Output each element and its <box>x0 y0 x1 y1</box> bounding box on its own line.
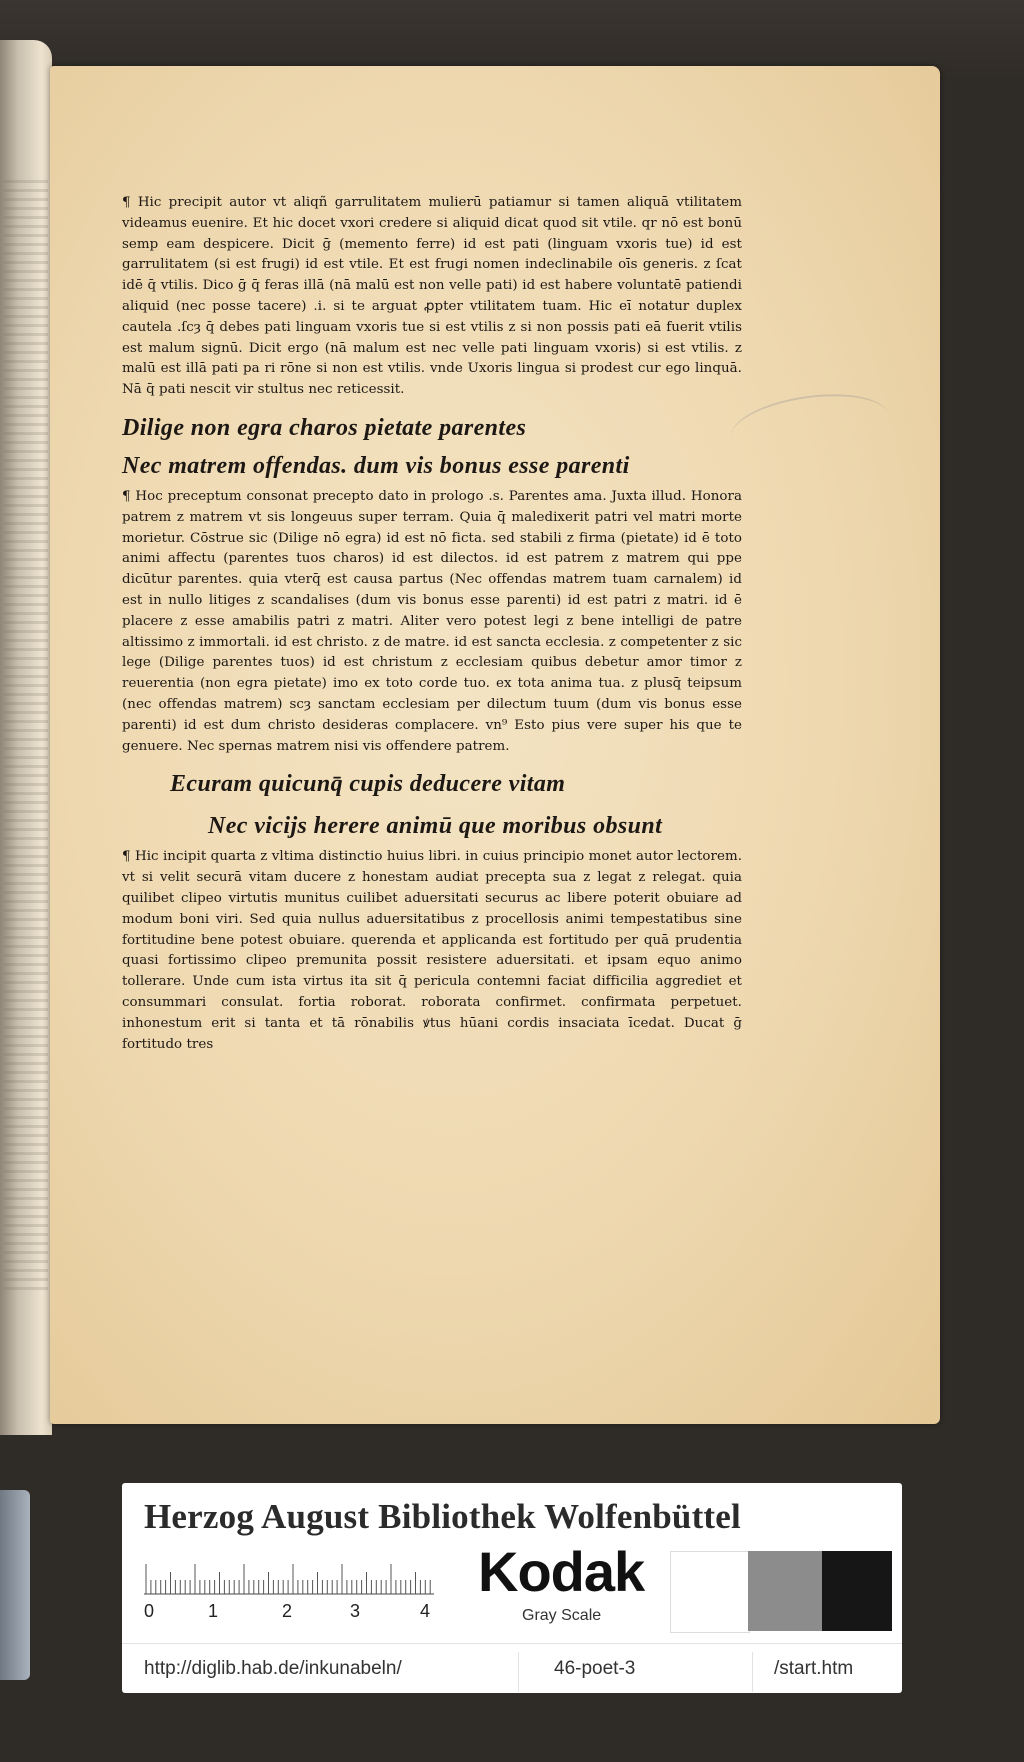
commentary-paragraph-2: ¶ Hoc preceptum consonat precepto dato in prologo .s. Parentes ama. Juxta illud. Honora patrem z matrem vt sis longeuus super terram. Quia q̄ maledixerit patri vel matri morte morietur. Cōstrue sic (Dilige nō egra) id est nō ficta. sed stabili z firma (pietate) id ē toto animi affectu (parentes tuos charos) id est dilectos. id est patrem z matrem qui ppe dicūtur parentes. quia vterq̄ est causa partus (Nec offendas matrem tuam carnalem) id est in nullo litiges z scandalises (dum vis bonus esse parenti) id est patri z matri. id ē placere z esse amabilis patri z matri. Aliter vero potest legi z bene intelligi de patre altissimo z immortali. id est christo. z de matre. id est sancta ecclesia. z competenter z sic lege (Dilige parentes tuos) id est christum z ecclesiam quibus debetur amor timor z reuerentia (non egra pietate) imo ex toto corde tuo. ex tota anima tua. z plusq̄ teipsum (nec offendas matrem) scȝ sanctam ecclesiam per dilectum tuum (dum vis bonus esse parenti) id est dum christo desideras complacere. vn⁹ Esto pius vere super his que te genuere. Nec spernas matrem nisi vis offendere patrem. <box>122 488 742 754</box>
previous-page-text-shadow <box>4 180 48 1290</box>
verse-line-1: Dilige non egra charos pietate parentes <box>122 414 527 441</box>
url-page: /start.htm <box>774 1658 854 1679</box>
ruler-number: 1 <box>208 1601 219 1621</box>
commentary-paragraph-3: ¶ Hic incipit quarta z vltima distinctio huius libri. in cuius principio monet autor lectorem. vt si velit securā vitam ducere z honestam audiat precepta sua z legat z relegat. quia quilibet clipeo virtutis munitus cuilibet aduersitati securus ac libere poterit obuiare ad modum boni viri. Sed quia nullus aduersitatibus z procellosis animi tempestatibus sine fortitudine bene potest obuiare. querenda et applicanda est fortitudo per quā prudentia quasi fortissimo clipeo premunita possit resistere aduersitati. et ipsam equo animo tollerare. Unde cum ista virtus ita sit q̄ pericula contemni faciat difficilia aggrediet et consummari consulat. fortia roborat. roborata confirmet. confirmata perpetuet. inhonestum erit si tanta et tā rōnabilis ꝟtus hūani cordis insaciata īcedat. Ducat ḡ fortitudo tres <box>122 849 742 1052</box>
ruler-number: 0 <box>144 1601 155 1621</box>
black-swatch <box>822 1551 892 1631</box>
ruler-icon <box>144 1553 434 1595</box>
url-divider <box>518 1652 519 1692</box>
white-swatch <box>670 1551 750 1633</box>
ruler-number: 4 <box>420 1601 431 1621</box>
commentary-paragraph-1: ¶ Hic precipit autor vt aliqñ garrulitatem mulierū patiamur si tamen aliquā vtilitatem videamus euenire. Et hic docet vxori credere si aliquid dicat quod sit vtile. qr nō est bonū semp eam despicere. Dicit ḡ (memento ferre) id est pati (linguam vxoris tue) id est garrulitatem (si est frugi) id est vtile. Et est frugi nomen indeclinabile oīs generis. z ſcat idē q̄ vtilis. Dico ḡ q̄ feras illā (nā malū est non velle pati) id est habere voluntatē patiendi aliquid (nec posse tacere) .i. si te arguat ꝓpter vtilitatem tuam. Hic eī notatur duplex cautela .ſcȝ q̄ debes pati linguam vxoris tue si est vtilis z si non possis pati eā fuerit vtilis est malum signū. Dicit ergo (nā malum est nec velle pati linguam vxoris) si est vtilis. z malū est illā pati pa ri rōne si non est vtilis. vnde Uxoris lingua si prodest cur ego linquā. Nā q̄ pati nescit vir stultus nec reticessit. <box>122 195 742 398</box>
url-row <box>122 1643 902 1694</box>
page-text <box>122 193 742 1055</box>
gray-swatch <box>748 1551 822 1631</box>
url-base: http://diglib.hab.de/inkunabeln/ <box>144 1658 402 1679</box>
previous-page-edge <box>0 40 52 1435</box>
ruler-number: 2 <box>282 1601 293 1621</box>
institution-name: Herzog August Bibliothek Wolfenbüttel <box>144 1497 741 1536</box>
url-item: 46-poet-3 <box>554 1658 636 1679</box>
page-stain <box>726 385 893 469</box>
page-holder-tab <box>0 1490 30 1680</box>
verse-line-3: Ecuram quicunq̄ cupis deducere vitam <box>170 771 566 798</box>
verse-line-2: Nec matrem offendas. dum vis bonus esse parenti <box>122 452 630 479</box>
verse-line-4: Nec vicijs herere animū que moribus obsunt <box>208 813 663 840</box>
ruler-number: 3 <box>350 1601 361 1621</box>
kodak-logo: Kodak <box>478 1540 645 1603</box>
url-divider <box>752 1652 753 1692</box>
gray-scale-label: Gray Scale <box>522 1607 602 1624</box>
color-target-card <box>122 1483 902 1693</box>
